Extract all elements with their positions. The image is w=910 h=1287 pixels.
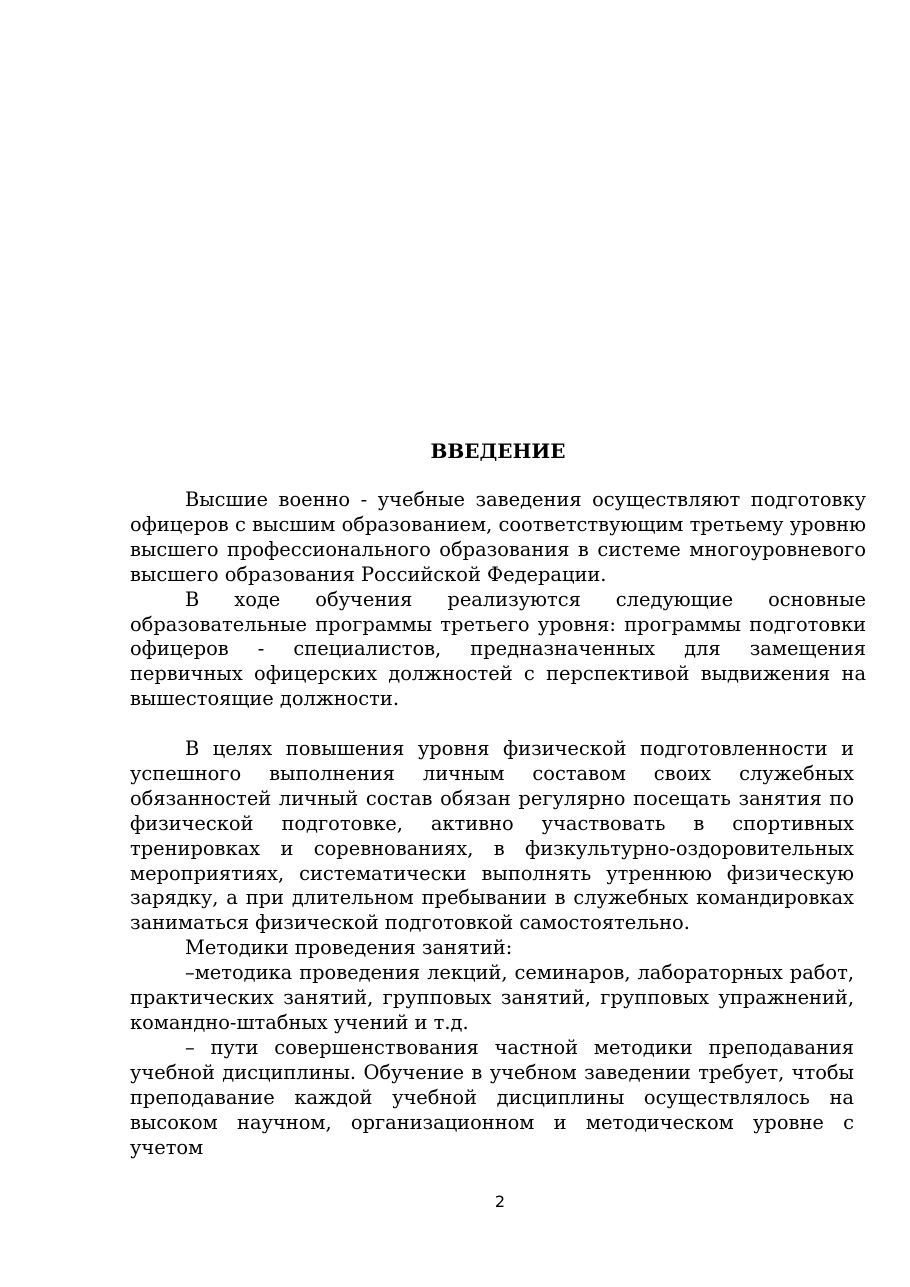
main-text-block: [130, 737, 854, 1160]
intro-text-block: [130, 488, 866, 712]
section-heading: ВВЕДЕНИЕ: [430, 439, 566, 463]
paragraph: Высшие военно - учебные заведения осуществляют подготовку офицеров с высшим образованием, соответствующим третьему уровню высшего профессионального образования в системе многоуровневого высшего образования Российской Федерации.: [130, 488, 866, 586]
list-paragraph: –методика проведения лекций, семинаров, лабораторных работ, практических занятий, групповых занятий, групповых упражнений, командно-штабных учений и т.д.: [130, 961, 854, 1034]
list-paragraph: – пути совершенствования частной методики преподавания учебной дисциплины. Обучение в учебном заведении требует, чтобы преподавание каждой учебной дисциплины осуществлялось на высоком научном, организационном и методическом уровне с учетом: [130, 1035, 854, 1159]
page-number: 2: [494, 1192, 506, 1211]
paragraph: В ходе обучения реализуются следующие основные образовательные программы третьего уровня: программы подготовки офицеров - специалистов, предназначенных для замещения первичных офицерских должностей с перспективой выдвижения на вышестоящие должности.: [130, 587, 866, 711]
paragraph: В целях повышения уровня физической подготовленности и успешного выполнения личным составом своих служебных обязанностей личный состав обязан регулярно посещать занятия по физической подготовке, активно участвовать в спортивных тренировках и соревнованиях, в физкультурно-оздоровительных мероприятиях, систематически выполнять утреннюю физическую зарядку, а при длительном пребывании в служебных командировках заниматься физической подготовкой самостоятельно.: [130, 737, 854, 935]
paragraph: Методики проведения занятий:: [185, 936, 513, 960]
